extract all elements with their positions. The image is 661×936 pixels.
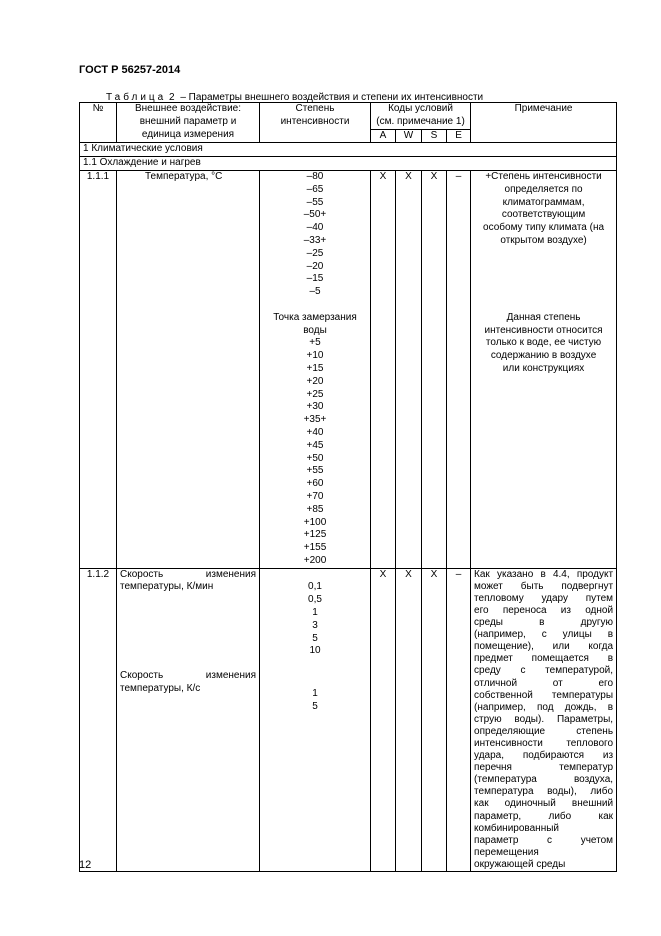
note-line: среду с температурой,: [474, 665, 614, 677]
col-header-codes: Коды условий (см. примечание 1): [371, 103, 471, 130]
list-item: 1: [312, 688, 318, 700]
list-item: –40: [306, 222, 324, 234]
note-line: (например, с улицы в: [474, 629, 614, 641]
note-line: определяющие степень: [474, 725, 614, 737]
list-item: только к воде, ее чистую: [485, 337, 602, 349]
caption-number: 2: [169, 92, 178, 103]
note-line: собственной температуры: [474, 689, 614, 701]
note-line: интенсивности теплового: [474, 738, 614, 749]
note-line: перечня температур: [474, 762, 614, 774]
note-line: может быть подвергнут: [474, 580, 614, 592]
list-item: +5: [309, 337, 321, 349]
degree-values-b: [263, 688, 367, 714]
list-item: определяется по: [504, 183, 583, 195]
list-item: 1: [312, 607, 318, 619]
note-text-b: [474, 312, 613, 376]
list-item: интенсивности относится: [484, 324, 603, 336]
subsection-title: 1.1 Охлаждение и нагрев: [80, 157, 617, 171]
list-item: открытом воздухе): [500, 234, 587, 246]
section-title: 1 Климатические условия: [80, 143, 617, 157]
note-line: перемещения: [474, 846, 539, 858]
code-letter-a: A: [371, 129, 396, 143]
list-item: или конструкциях: [502, 362, 585, 374]
code-letter-e: E: [447, 129, 471, 143]
caption-title: – Параметры внешнего воздействия и степени их интенсивности: [180, 92, 484, 103]
note-line: отличной от его: [474, 677, 614, 689]
note-line: (температура воздуха,: [474, 774, 614, 786]
note-line: предмет помещается в: [474, 653, 614, 665]
list-item: +10: [306, 350, 324, 362]
list-item: –50+: [303, 209, 327, 221]
header-row: [80, 103, 617, 130]
list-item: +200: [303, 554, 327, 566]
section-row: [80, 143, 617, 157]
note-line: окружающей среды: [474, 858, 566, 870]
list-item: особому типу климата (на: [483, 222, 605, 234]
list-item: –20: [306, 260, 324, 272]
parameters-table: [79, 102, 617, 872]
note-line: помещение), или когда: [474, 641, 614, 653]
list-item: +50: [306, 452, 324, 464]
code-letter-s: S: [422, 129, 447, 143]
note-line: среды в другую: [474, 617, 614, 629]
caption-label: Таблица: [106, 92, 167, 103]
row-degree: [260, 568, 371, 871]
row-degree: [260, 170, 371, 568]
list-item: +20: [306, 375, 324, 387]
page-number: 12: [79, 859, 92, 871]
list-item: –15: [306, 273, 324, 285]
row-number: 1.1.1: [80, 170, 117, 568]
list-item: –33+: [303, 234, 327, 246]
table-row: [80, 170, 617, 568]
list-item: –65: [306, 183, 324, 195]
list-item: +25: [306, 388, 324, 400]
note-line: параметр с учетом: [474, 834, 614, 846]
list-item: +30: [306, 401, 324, 413]
row-parameter: Температура, °С: [117, 170, 260, 568]
code-w: X: [396, 170, 422, 568]
row-number: 1.1.2: [80, 568, 117, 871]
param-text-b: Скорость изменения температуры, К/с: [120, 670, 256, 695]
note-line: струю воды). Параметры,: [474, 713, 614, 725]
row-note: [471, 568, 617, 871]
list-item: –5: [309, 286, 321, 298]
list-item: +15: [306, 362, 324, 374]
table-row: [80, 568, 617, 871]
note-line: как одиночный внешний: [474, 798, 614, 810]
list-item: –80: [306, 170, 324, 182]
document-header: ГОСТ Р 56257-2014: [79, 64, 181, 76]
list-item: климатограммам,: [502, 196, 585, 208]
note-line: комбинированный: [474, 822, 559, 834]
list-item: +85: [306, 503, 324, 515]
note-line: его переноса из одной: [474, 604, 614, 616]
note-line: (например, под дождь, в: [474, 701, 614, 713]
note-line: Как указано в 4.4, продукт: [474, 568, 614, 580]
row-note: [471, 170, 617, 568]
code-e: –: [447, 170, 471, 568]
list-item: +155: [303, 542, 327, 554]
list-item: +35+: [303, 414, 327, 426]
list-item: +100: [303, 516, 327, 528]
degree-values-a: [263, 171, 367, 299]
list-item: +60: [306, 478, 324, 490]
code-a: X: [371, 568, 396, 871]
note-line: параметр, либо как: [474, 810, 614, 822]
code-s: X: [422, 568, 447, 871]
list-item: 0,1: [308, 581, 322, 593]
col-header-note: Примечание: [471, 103, 617, 143]
list-item: +40: [306, 426, 324, 438]
list-item: 0,5: [308, 594, 322, 606]
degree-values-b: [263, 337, 367, 567]
list-item: +45: [306, 439, 324, 451]
list-item: 3: [312, 619, 318, 631]
row-parameter: [117, 568, 260, 871]
list-item: 5: [312, 632, 318, 644]
list-item: +Степень интенсивности: [485, 170, 602, 182]
list-item: Данная степень: [506, 311, 581, 323]
list-item: +125: [303, 529, 327, 541]
col-header-degree: Степень интенсивности: [260, 103, 371, 143]
code-letter-w: W: [396, 129, 422, 143]
list-item: 10: [309, 645, 321, 657]
section-row: [80, 157, 617, 171]
code-s: X: [422, 170, 447, 568]
list-item: +55: [306, 465, 324, 477]
note-text-a: [474, 171, 613, 248]
note-line: температура воды), либо: [474, 786, 614, 798]
code-e: –: [447, 568, 471, 871]
code-a: X: [371, 170, 396, 568]
col-header-no: №: [80, 103, 117, 143]
list-item: –25: [306, 247, 324, 259]
note-line: тепловому удару путем: [474, 592, 614, 604]
degree-values-a: [263, 581, 367, 658]
list-item: 5: [312, 701, 318, 713]
list-item: –55: [306, 196, 324, 208]
degree-sub-label: Точка замерзания воды: [273, 311, 357, 336]
list-item: соответствующим: [501, 209, 586, 221]
code-w: X: [396, 568, 422, 871]
param-text-a: Скорость изменения температуры, К/мин: [120, 568, 256, 593]
note-line: удара, подбираются из: [474, 750, 614, 762]
col-header-impact: Внешнее воздействие: внешний параметр и единица измерения: [117, 103, 260, 143]
note-text: [474, 569, 613, 871]
list-item: +70: [306, 490, 324, 502]
list-item: содержанию в воздухе: [490, 350, 597, 362]
